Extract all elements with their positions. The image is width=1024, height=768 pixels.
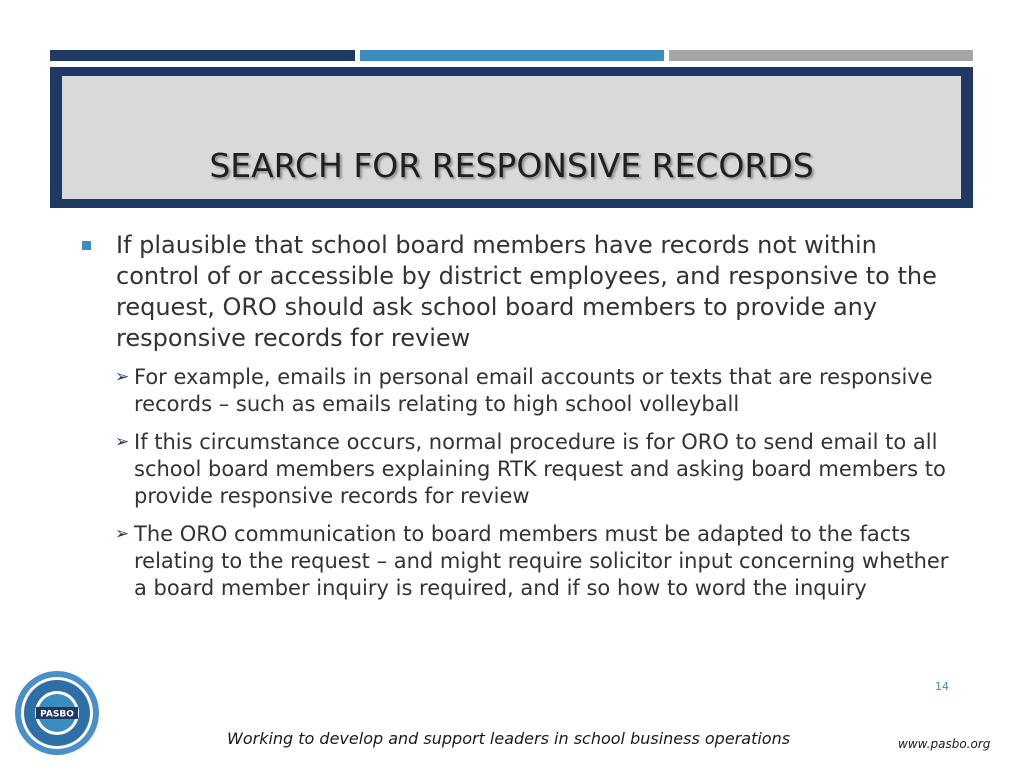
logo-text: PASBO: [40, 709, 74, 720]
top-bar-blue: [360, 50, 664, 61]
title-frame: [50, 67, 973, 208]
slide-content: [82, 230, 972, 613]
arrow-bullet-icon: ➢: [115, 524, 130, 544]
top-bar-gray: [669, 50, 973, 61]
square-bullet-icon: [82, 241, 91, 250]
arrow-bullet-icon: ➢: [115, 432, 130, 452]
arrow-bullet-icon: ➢: [115, 367, 130, 387]
title-box: [62, 76, 961, 199]
slide-title: SEARCH FOR RESPONSIVE RECORDS: [209, 146, 814, 185]
sub-bullet: [115, 521, 972, 602]
footer-tagline: Working to develop and support leaders in school business operations: [227, 729, 791, 748]
sub-bullet-list: [115, 364, 972, 602]
sub-bullet-text: The ORO communication to board members must be adapted to the facts relating to the request – and might require solicitor input concerning whether a board member inquiry is required, and if so how to word the inquiry: [134, 522, 949, 600]
sub-bullet-text: For example, emails in personal email accounts or texts that are responsive records – such as emails relating to high school volleyball: [134, 365, 933, 416]
main-bullet: [82, 230, 972, 354]
pasbo-logo-icon: [14, 670, 100, 756]
footer-url[interactable]: www.pasbo.org: [898, 737, 991, 751]
page-number: 14: [935, 680, 949, 693]
sub-bullet-text: If this circumstance occurs, normal procedure is for ORO to send email to all school board members explaining RTK request and asking board members to provide responsive records for review: [134, 430, 946, 508]
sub-bullet: [115, 429, 972, 510]
main-bullet-text: If plausible that school board members have records not within control of or accessible by district employees, and responsive to the request, ORO should ask school board members to provide any responsive records for review: [116, 231, 937, 352]
sub-bullet: [115, 364, 972, 418]
top-bar-navy: [50, 50, 355, 61]
